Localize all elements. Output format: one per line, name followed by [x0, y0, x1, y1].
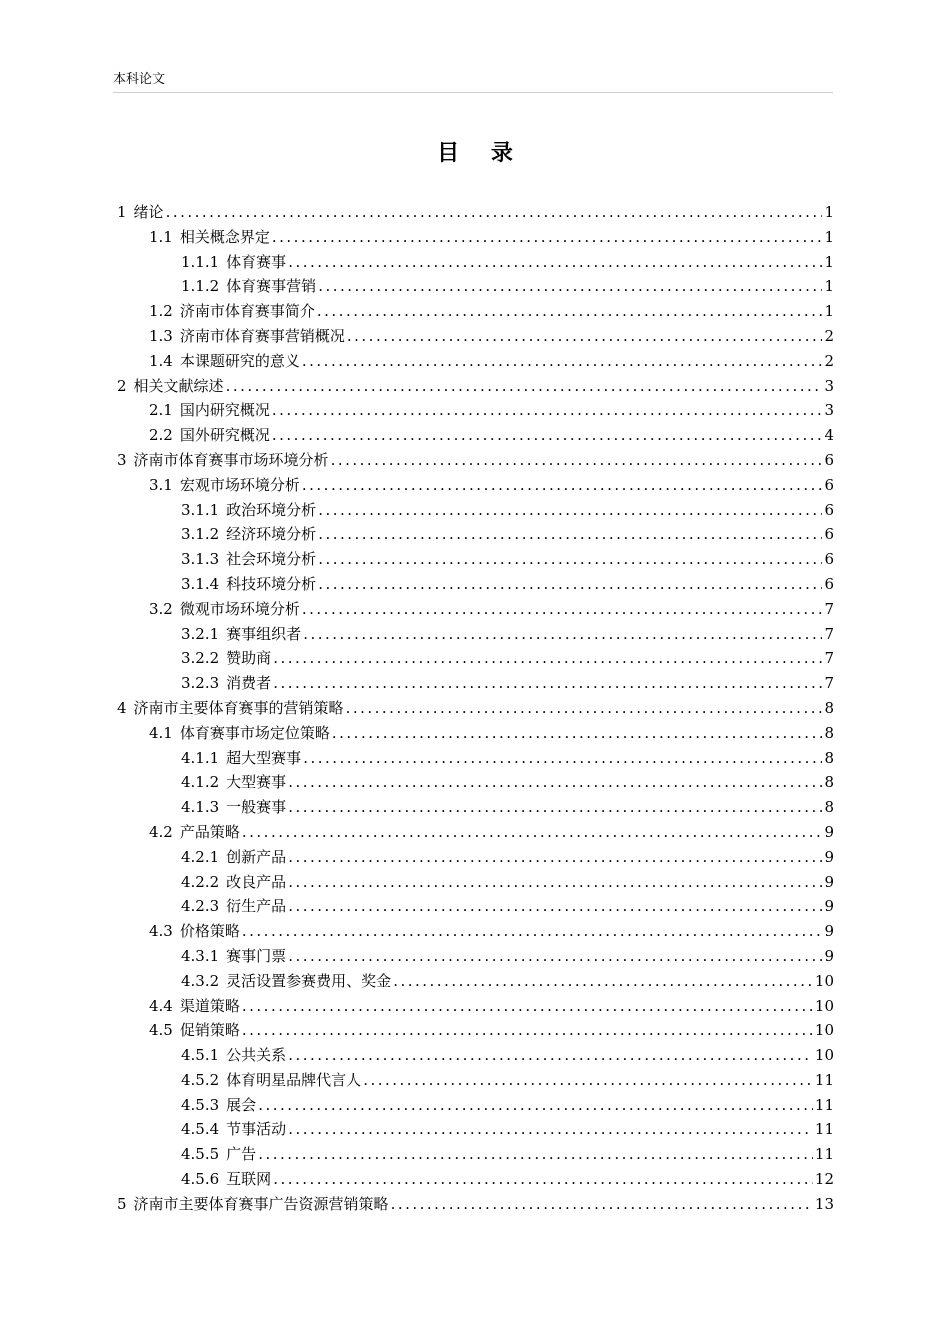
toc-entry-number: 4.5.4: [181, 1120, 220, 1139]
toc-entry[interactable]: [117, 201, 834, 226]
toc-entry-title: 体育赛事营销: [226, 277, 317, 296]
toc-leader-dots: [332, 724, 823, 742]
toc-entry-number: 4.1.3: [181, 798, 220, 817]
toc-entry-page: 8: [824, 798, 834, 817]
toc-entry-page: 4: [824, 426, 834, 445]
toc-leader-dots: [288, 897, 822, 915]
toc-leader-dots: [272, 426, 823, 444]
toc-entry-number: 3.2.2: [181, 649, 220, 668]
toc-entry-number: 3: [117, 450, 127, 469]
toc-entry-page: 11: [814, 1120, 834, 1139]
toc-leader-dots: [288, 798, 822, 816]
toc-entry-title: 经济环境分析: [226, 525, 317, 544]
toc-entry[interactable]: [117, 275, 834, 300]
toc-entry-page: 8: [824, 748, 834, 767]
toc-entry-page: 11: [814, 1070, 834, 1089]
toc-entry-page: 9: [824, 897, 834, 916]
toc-leader-dots: [346, 699, 823, 717]
toc-leader-dots: [317, 302, 823, 320]
toc-entry-title: 微观市场环境分析: [179, 599, 300, 618]
toc-entry-number: 3.1.1: [181, 500, 220, 519]
toc-entry[interactable]: [117, 1094, 834, 1119]
toc-entry[interactable]: [117, 672, 834, 697]
toc-entry-number: 4.2.1: [181, 847, 220, 866]
toc-leader-dots: [363, 1071, 813, 1089]
toc-leader-dots: [302, 352, 823, 370]
toc-entry[interactable]: [117, 697, 834, 722]
toc-entry-number: 4.3.1: [181, 946, 220, 965]
toc-entry-number: 3.1: [149, 475, 173, 494]
toc-entry[interactable]: [117, 1069, 834, 1094]
toc-entry-title: 渠道策略: [179, 996, 240, 1015]
toc-entry-page: 7: [824, 649, 834, 668]
toc-entry-number: 4.2: [149, 822, 173, 841]
toc-entry-number: 4: [117, 698, 127, 717]
toc-entry[interactable]: [117, 350, 834, 375]
toc-entry-page: 10: [814, 1021, 834, 1040]
toc-entry[interactable]: [117, 474, 834, 499]
toc-entry-number: 2.1: [149, 401, 173, 420]
toc-entry-number: 3.2: [149, 599, 173, 618]
toc-leader-dots: [303, 749, 822, 767]
toc-entry-title: 赛事门票: [226, 946, 287, 965]
toc-entry-number: 4.1.2: [181, 773, 220, 792]
toc-entry-page: 1: [824, 227, 834, 246]
toc-leader-dots: [242, 922, 823, 940]
toc-entry-title: 绪论: [133, 203, 164, 221]
toc-entry-number: 4.1: [149, 723, 173, 742]
toc-entry-page: 6: [824, 500, 834, 519]
toc-leader-dots: [391, 1195, 813, 1213]
toc-entry[interactable]: [117, 1168, 834, 1193]
toc-entry[interactable]: [117, 1193, 834, 1218]
toc-entry-page: 10: [814, 1046, 834, 1065]
toc-entry[interactable]: [117, 399, 834, 424]
toc-entry-page: 1: [824, 203, 834, 221]
toc-entry-title: 济南市主要体育赛事的营销策略: [133, 698, 344, 717]
toc-entry-title: 改良产品: [226, 872, 287, 891]
toc-entry-title: 体育赛事市场定位策略: [179, 723, 330, 742]
toc-entry-number: 4.4: [149, 996, 173, 1015]
toc-leader-dots: [318, 501, 822, 519]
toc-entry-title: 济南市体育赛事市场环境分析: [133, 450, 329, 469]
toc-entry-number: 4.5.1: [181, 1046, 220, 1065]
toc-entry-number: 5: [117, 1194, 127, 1213]
toc-entry-number: 1: [117, 203, 127, 221]
toc-entry-number: 2: [117, 376, 127, 395]
toc-entry[interactable]: [117, 871, 834, 896]
toc-entry-page: 1: [824, 252, 834, 271]
toc-leader-dots: [273, 649, 822, 667]
toc-entry-page: 11: [814, 1145, 834, 1164]
toc-entry-title: 展会: [226, 1095, 257, 1114]
toc-leader-dots: [302, 476, 823, 494]
toc-leader-dots: [258, 1145, 813, 1163]
toc-entry-title: 体育赛事: [226, 252, 287, 271]
toc-entry-title: 赞助商: [226, 649, 272, 668]
toc-title: 目 录: [437, 141, 525, 166]
toc-entry-page: 8: [824, 773, 834, 792]
toc-leader-dots: [318, 277, 822, 295]
toc-entry-page: 1: [824, 277, 834, 296]
toc-leader-dots: [273, 674, 822, 692]
toc-entry-title: 济南市主要体育赛事广告资源营销策略: [133, 1194, 389, 1213]
toc-entry-page: 3: [824, 376, 834, 395]
toc-entry-title: 宏观市场环境分析: [179, 475, 300, 494]
toc-entry-page: 9: [824, 872, 834, 891]
toc-entry[interactable]: [117, 499, 834, 524]
toc-entry-page: 10: [814, 971, 834, 990]
toc-entry[interactable]: [117, 747, 834, 772]
toc-entry-number: 1.1.1: [181, 252, 220, 271]
toc-entry-title: 社会环境分析: [226, 550, 317, 569]
toc-entry-page: 6: [824, 574, 834, 593]
toc-leader-dots: [272, 228, 823, 246]
toc-entry-page: 6: [824, 450, 834, 469]
toc-entry-page: 13: [814, 1194, 834, 1213]
toc-entry-page: 6: [824, 550, 834, 569]
toc-leader-dots: [303, 625, 822, 643]
toc-entry[interactable]: [117, 523, 834, 548]
toc-entry-title: 灵活设置参赛费用、奖金: [226, 971, 392, 990]
toc-entry-page: 11: [814, 1095, 834, 1114]
toc-entry[interactable]: [117, 995, 834, 1020]
toc-entry-title: 一般赛事: [226, 798, 287, 817]
toc-entry[interactable]: [117, 970, 834, 995]
toc-entry-page: 8: [824, 723, 834, 742]
table-of-contents: [117, 201, 834, 1218]
toc-entry[interactable]: [117, 895, 834, 920]
toc-entry-page: 6: [824, 525, 834, 544]
toc-entry-title: 创新产品: [226, 847, 287, 866]
toc-leader-dots: [331, 451, 823, 469]
page-header: 本科论文: [113, 72, 166, 87]
toc-entry[interactable]: [117, 796, 834, 821]
toc-entry-number: 3.2.1: [181, 624, 220, 643]
toc-entry[interactable]: [117, 1044, 834, 1069]
toc-entry-number: 1.1.2: [181, 277, 220, 296]
toc-entry-number: 1.1: [149, 227, 173, 246]
toc-entry-title: 国内研究概况: [179, 401, 270, 420]
toc-entry-page: 9: [824, 946, 834, 965]
toc-entry-title: 相关概念界定: [179, 227, 270, 246]
toc-entry-title: 相关文献综述: [133, 376, 224, 395]
toc-leader-dots: [242, 823, 823, 841]
toc-entry-title: 衍生产品: [226, 897, 287, 916]
toc-leader-dots: [347, 327, 823, 345]
toc-entry-page: 7: [824, 624, 834, 643]
toc-entry-title: 互联网: [226, 1170, 272, 1189]
toc-leader-dots: [393, 972, 813, 990]
toc-entry-page: 8: [824, 698, 834, 717]
toc-entry-number: 4.2.2: [181, 872, 220, 891]
toc-entry[interactable]: [117, 548, 834, 573]
toc-entry[interactable]: [117, 945, 834, 970]
toc-entry-title: 国外研究概况: [179, 426, 270, 445]
toc-leader-dots: [166, 203, 823, 221]
toc-leader-dots: [288, 253, 822, 271]
toc-entry-title: 赛事组织者: [226, 624, 302, 643]
toc-entry[interactable]: [117, 300, 834, 325]
toc-entry-title: 价格策略: [179, 922, 240, 941]
toc-entry-page: 1: [824, 302, 834, 321]
toc-leader-dots: [272, 401, 823, 419]
toc-entry-number: 4.5.3: [181, 1095, 220, 1114]
toc-leader-dots: [242, 997, 813, 1015]
toc-entry[interactable]: [117, 325, 834, 350]
toc-entry-number: 1.4: [149, 351, 173, 370]
header-divider: [113, 92, 833, 93]
toc-entry[interactable]: [117, 1143, 834, 1168]
toc-leader-dots: [288, 773, 822, 791]
toc-entry-number: 3.2.3: [181, 674, 220, 693]
toc-leader-dots: [318, 575, 822, 593]
toc-entry-number: 3.1.3: [181, 550, 220, 569]
toc-leader-dots: [273, 1170, 813, 1188]
toc-entry[interactable]: [117, 821, 834, 846]
toc-entry-number: 4.2.3: [181, 897, 220, 916]
toc-entry[interactable]: [117, 920, 834, 945]
toc-entry[interactable]: [117, 846, 834, 871]
toc-entry-page: 10: [814, 996, 834, 1015]
toc-entry[interactable]: [117, 573, 834, 598]
toc-entry[interactable]: [117, 598, 834, 623]
toc-entry-number: 3.1.2: [181, 525, 220, 544]
toc-entry-number: 4.3: [149, 922, 173, 941]
toc-entry-title: 产品策略: [179, 822, 240, 841]
toc-entry[interactable]: [117, 424, 834, 449]
toc-entry-title: 节事活动: [226, 1120, 287, 1139]
toc-entry[interactable]: [117, 623, 834, 648]
toc-entry-number: 4.5.5: [181, 1145, 220, 1164]
toc-leader-dots: [288, 1120, 813, 1138]
toc-entry-page: 9: [824, 847, 834, 866]
toc-leader-dots: [242, 1021, 813, 1039]
toc-entry-page: 2: [824, 326, 834, 345]
toc-entry-number: 1.2: [149, 302, 173, 321]
toc-entry[interactable]: [117, 647, 834, 672]
toc-entry-number: 1.3: [149, 326, 173, 345]
toc-entry-page: 9: [824, 922, 834, 941]
toc-entry-title: 济南市体育赛事简介: [179, 302, 315, 321]
toc-entry-page: 3: [824, 401, 834, 420]
toc-leader-dots: [226, 377, 823, 395]
toc-entry-title: 济南市体育赛事营销概况: [179, 326, 345, 345]
toc-entry-title: 政治环境分析: [226, 500, 317, 519]
toc-entry-title: 大型赛事: [226, 773, 287, 792]
toc-entry-page: 12: [814, 1170, 834, 1189]
toc-entry-title: 超大型赛事: [226, 748, 302, 767]
toc-entry-title: 广告: [226, 1145, 257, 1164]
toc-leader-dots: [318, 550, 822, 568]
toc-entry[interactable]: [117, 1118, 834, 1143]
toc-entry[interactable]: [117, 375, 834, 400]
toc-entry-page: 9: [824, 822, 834, 841]
toc-leader-dots: [288, 1046, 813, 1064]
toc-entry-number: 4.5: [149, 1021, 173, 1040]
toc-entry-page: 7: [824, 674, 834, 693]
toc-entry-title: 科技环境分析: [226, 574, 317, 593]
toc-entry[interactable]: [117, 1019, 834, 1044]
toc-entry-number: 4.3.2: [181, 971, 220, 990]
toc-entry[interactable]: [117, 722, 834, 747]
toc-entry-title: 促销策略: [179, 1021, 240, 1040]
toc-entry[interactable]: [117, 251, 834, 276]
toc-entry-page: 7: [824, 599, 834, 618]
toc-entry[interactable]: [117, 771, 834, 796]
toc-entry-number: 4.1.1: [181, 748, 220, 767]
toc-leader-dots: [288, 947, 822, 965]
toc-leader-dots: [288, 873, 822, 891]
toc-entry-title: 本课题研究的意义: [179, 351, 300, 370]
toc-entry-number: 4.5.2: [181, 1070, 220, 1089]
toc-entry-number: 4.5.6: [181, 1170, 220, 1189]
toc-leader-dots: [258, 1096, 813, 1114]
toc-entry-page: 2: [824, 351, 834, 370]
toc-leader-dots: [288, 848, 822, 866]
toc-entry[interactable]: [117, 226, 834, 251]
toc-entry-number: 3.1.4: [181, 574, 220, 593]
toc-entry-page: 6: [824, 475, 834, 494]
toc-entry-number: 2.2: [149, 426, 173, 445]
toc-entry[interactable]: [117, 449, 834, 474]
toc-entry-title: 消费者: [226, 674, 272, 693]
toc-leader-dots: [318, 525, 822, 543]
toc-leader-dots: [302, 600, 823, 618]
toc-entry-title: 公共关系: [226, 1046, 287, 1065]
toc-entry-title: 体育明星品牌代言人: [226, 1070, 362, 1089]
